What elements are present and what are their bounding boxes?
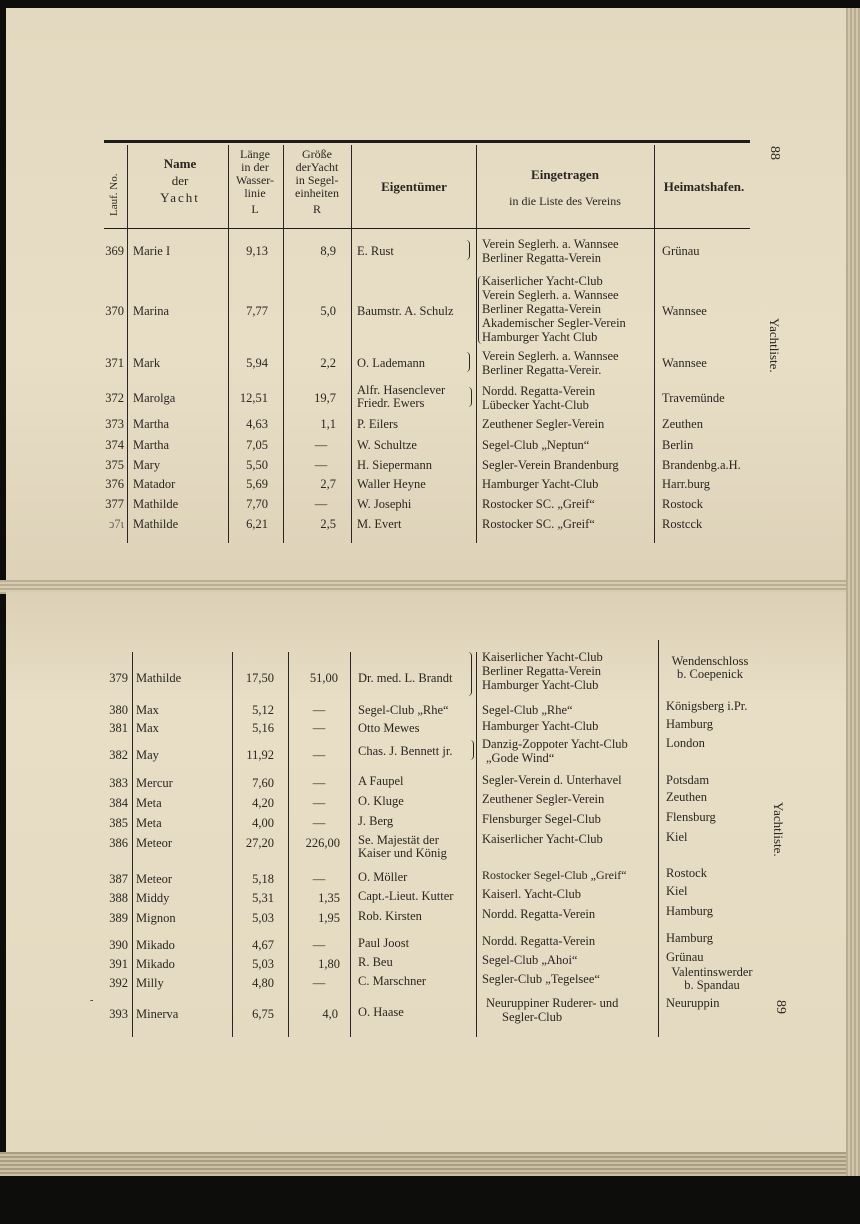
book-fore-edge [846,8,860,1176]
col-rule-6 [658,640,659,1037]
header-laenge: Länge in der Wasser- linie L [235,147,275,216]
running-title: Yachtliste. [771,802,786,857]
header-lauf-no: Lauf. No. [108,173,120,216]
col-rule-5 [476,652,477,1037]
header-heimatshafen: Heimatshafen. [663,179,745,194]
col-rule-4 [350,652,351,1037]
col-rule-4 [351,145,352,543]
brace [470,740,474,760]
page-89: 379 Mathilde 17,50 51,00 Dr. med. L. Brandt Kaiserlicher Yacht-Club Berliner Regatta-Verein Hamburger Yacht-Club Wendenschloss b. Coepenick 380 Max 5,12 — Segel-Club „Rhe“ Segel-Club „Rhe“ Königsberg i.Pr. 381 Max 5,16 — Otto Mewes Hamburger Yacht-Club Hamburg 382 May 11,92 — Chas. J. Bennett jr. Danzig-Zoppoter Yacht-Club „Gode Wind“ London 383 Mercur 7,60 — A Faupel Segler-Verein d. Unterhavel Potsdam 384 Meta 4,20 — O. Kluge Zeuthener Segler-Verein Zeuthen 385 Meta 4,00 — J. Berg Flensburger Segel-Club Flensburg 386 Meteor 27,20 226,00 Se. Majestät der Kaiser und König Kaiserlicher Yacht-Club Kiel 387 Meteor 5,18 — O. Möller Rostocker Segel-Club „Greif“ Rostock 388 Middy 5,31 1,35 Capt.-Lieut. Kutter Kaiserl. Yacht-Club Kiel 389 Mignon 5,03 1,95 Rob. Kirsten Nordd. Regatta-Verein Hamburg 390 Mikado 4,67 — Paul Joost Nordd. Regatta-Verein Hamburg 391 Mikado 5,03 1,80 R. Beu Segel-Club „Ahoi“ Grünau 392 Milly 4,80 — C. Marschner Segler-Club „Tegelsee“ Valentinswerder b. Spandau 393 Minerva 6,75 4,0 O. Haase Neuruppiner Ruderer- und Segler-Club Neuruppin - Yachtliste. 89 [6,592,848,1158]
running-title: Yachtliste. [767,318,782,373]
page-88: Lauf. No. Name der Yacht Länge in der Wasser- linie L Größe derYacht in Segel- einheiten R Eigentümer Eingetragen in die Liste des Vereins Heimatshafen. 369 Marie I 9,13 8,9 E. Rust Verein Seglerh. a. Wannsee Berliner Regatta-Verein Grünau 370 Marina 7,77 5,0 Baumstr. A. Schulz Kaiserlicher Yacht-Club Verein Seglerh. a. Wannsee Berliner Regatta-Verein Akademischer Segler-Verein Hamburger Yacht Club Wannsee 371 Mark 5,94 2,2 O. Lademann Verein Seglerh. a. Wannsee Berliner Regatta-Vereir. Wannsee 372 Marolga 12,51 19,7 Alfr. Hasenclever Friedr. Ewers Nordd. Regatta-Verein Lübecker Yacht-Club Travemünde 373 Martha 4,63 1,1 P. Eilers Zeuthener Segler-Verein Zeuthen 374 Martha 7,05 — W. Schultze Segel-Club „Neptun“ Berlin 375 Mary 5,50 — H. Siepermann Segler-Verein Brandenburg Brandenbg.a.H. 376 Matador 5,69 2,7 Waller Heyne Hamburger Yacht-Club Harr.burg 377 Mathilde 7,70 — W. Josephi Rostocker SC. „Greif“ Rostock ↄ7ɩ Mathilde 6,21 2,5 M. Evert Rostocker SC. „Greif“ Rostcck 88 Yachtliste. [6,8,848,588]
col-rule-1 [132,652,133,1037]
brace [468,652,472,696]
col-rule-1 [127,145,128,543]
brace [466,352,470,372]
page-number: 89 [773,1000,788,1014]
col-rule-6 [654,145,655,543]
header-name: Name der Yacht [160,156,200,205]
table-top-rule [104,140,750,143]
header-eigentuemer: Eigentümer [381,179,447,194]
page-number: 88 [767,146,782,160]
page-edge-bottom [0,1152,848,1176]
brace [468,387,472,407]
header-groesse: Größe derYacht in Segel- einheiten R [295,147,339,216]
header-eingetragen: Eingetragen in die Liste des Vereins [509,167,621,208]
margin-mark: - [90,995,94,1006]
brace [466,240,470,260]
col-rule-5 [476,145,477,543]
